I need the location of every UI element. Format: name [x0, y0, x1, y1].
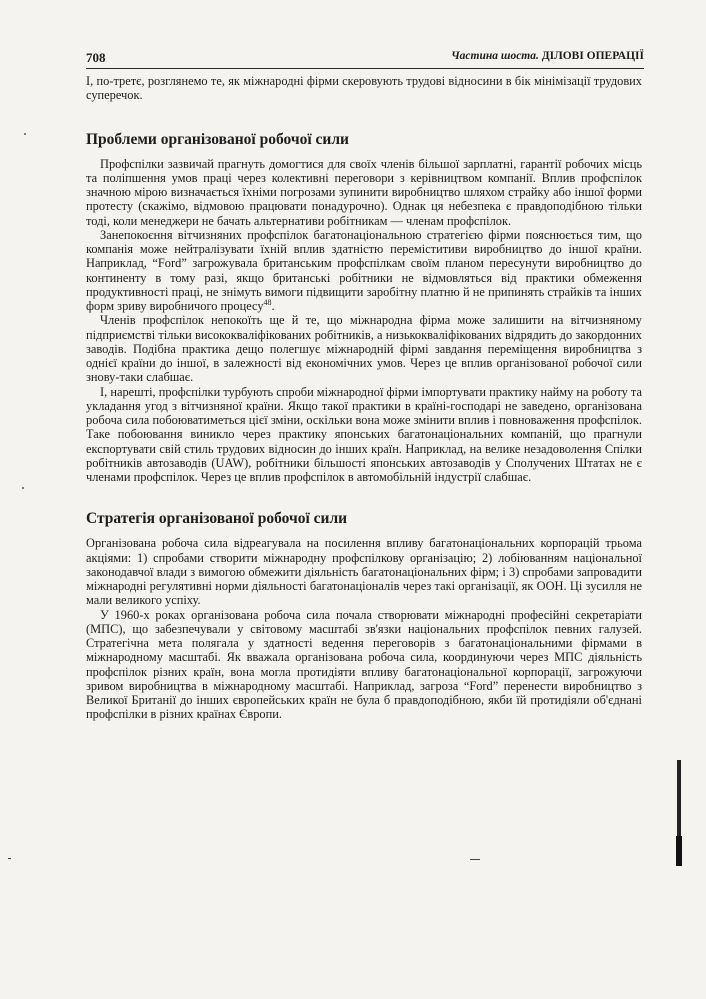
section-heading-strategy: Стратегія організованої робочої сили	[86, 510, 348, 528]
paragraph-text: Занепокоєння вітчизняних профспілок багатонаціональною стратегією фірми пояснюється тим, що компанія може нейтралізувати їхній вплив здатністю переміститиви виробництво до іншої країни. Наприклад, “Ford” загрожувала британським профспілкам своїм планом пересунути виробництво до континенту в тому разі, якщо британські робітники не відмовляться від практики обмеження продуктивності праці, не знімуть вимоги підвищити заробітну платню й не припинять страйків та інших форм зриву виробничого процесу	[86, 227, 642, 313]
paragraph: У 1960-х роках організована робоча сила почала створювати міжнародні професійні секретаріати (МПС), що забезпечували у світовому масштабі зв'язки національних профспілок певних галузей. Стратегічна мета полягала у здатності ведення переговорів з багатонаціональними фірмами в міжнародному масштабі. Як вважала організована робоча сила, координуючи через МПС діяльність профспілок різних країн, вона могла протидіяти впливу багатонаціональної корпорації, загрожуючи зривом виробництва в міжнародному масштабі. Наприклад, загроза “Ford” перенести виробництво з Великої Британії до інших європейських країн не була б правдоподібною, якби їй протидіяли об'єднані профспілки в різних країнах Європи.	[86, 607, 642, 722]
scan-speck	[24, 133, 26, 135]
paragraph: Профспілки зазвичай прагнуть домогтися для своїх членів більшої зарплатні, гарантії робочих місць та поліпшення умов праці через колективні переговори з керівництвом компанії. Вплив профспілок значною мірою визначається їхніми погрозами зупинити виробництво шляхом страйку або іншої форми протесту (скажімо, відмовою працювати понадурочно). Однак ця небезпека є правдоподібною тільки тоді, коли менеджери не бачать альтернативи робітникам — членам профспілок.	[86, 156, 642, 228]
scan-edge-mark	[8, 858, 11, 859]
paragraph: Організована робоча сила відреагувала на посилення впливу багатонаціональних корпорацій трьома акціями: 1) спробами створити міжнародну профспілкову організацію; 2) лобіюванням національної законодавчої влади з вимогою обмежити діяльність багатонаціональних фірм; і 3) спробами запровадити міжнародні регулятивні норми діяльності багатонаціоналів через такі організації, як ООН. Ці зусилля не мали великого успіху.	[86, 536, 642, 608]
page-body	[86, 74, 642, 722]
scan-binding-mark	[676, 836, 682, 866]
header-rule	[86, 68, 644, 69]
running-head-part: Частина шоста.	[451, 50, 539, 62]
paragraph-end: .	[271, 299, 275, 313]
paragraph: Членів профспілок непокоїть ще й те, що міжнародна фірма може залишити на вітчизняному підприємстві тільки висококваліфікованих робітників, а низькокваліфікованих відрядить до закордонних заводів. Подібна практика дещо полегшує міжнародній фірмі завдання переміщення виробництва з однієї країни до іншої, в залежності від економічних умов. Через це вплив організованої робочої сили знову-таки слабшає.	[86, 313, 642, 385]
paragraph: І, нарешті, профспілки турбують спроби міжнародної фірми імпортувати практику найму на роботу та укладання угод з вітчизняної країни. Якщо такої практики в країні-господарі не заведено, організована робоча сила побоюватиметься цієї зміни, оскільки вона може змінити вплив і повноваження профспілок. Таке побоювання виникло через практику японських багатонаціональних компаній, що прагнули експортувати свій стиль трудових відносин до інших країн. Наприклад, на велике незадоволення Спілки робітників автозаводів (UAW), робітники більшості японських автозаводів у Сполучених Штатах не є членами профспілок. Через це вплив профспілок в автомобільній індустрії слабшає.	[86, 384, 642, 484]
paragraph	[86, 228, 642, 314]
scan-speck	[22, 487, 24, 489]
running-head	[451, 50, 644, 62]
intro-paragraph: І, по-третє, розглянемо те, як міжнародні фірми скеровують трудові відносини в бік мінімізації трудових суперечок.	[86, 74, 642, 103]
page-number: 708	[86, 50, 106, 65]
footnote-marker: 48	[263, 297, 272, 307]
section-heading-problems: Проблеми організованої робочої сили	[86, 130, 349, 148]
running-head-section: ДІЛОВІ ОПЕРАЦІЇ	[541, 50, 644, 62]
scan-edge-mark	[470, 859, 480, 860]
